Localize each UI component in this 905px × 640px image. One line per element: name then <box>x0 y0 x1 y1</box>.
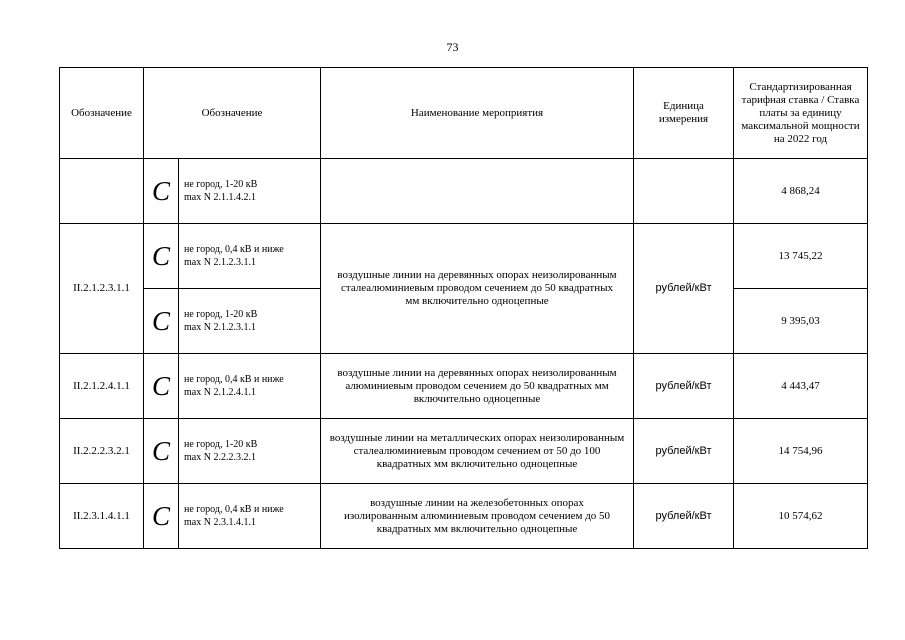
table-row <box>60 159 868 224</box>
row-rate: 10 574,62 <box>734 484 868 549</box>
condition-max-n: max N 2.2.2.3.2.1 <box>184 452 256 463</box>
symbol-c: C <box>144 484 179 549</box>
header-row <box>60 68 868 159</box>
symbol-c: C <box>144 354 179 419</box>
row-activity-name <box>321 159 634 224</box>
header-unit: Единица измерения <box>634 68 734 159</box>
row-unit: рублей/кВт <box>634 419 734 484</box>
symbol-c: C <box>144 419 179 484</box>
condition-max-n: max N 2.3.1.4.1.1 <box>184 517 256 528</box>
table-row <box>60 354 868 419</box>
row-condition <box>179 354 321 419</box>
table-row <box>60 419 868 484</box>
condition-max-n: max N 2.1.2.3.1.1 <box>184 322 256 333</box>
condition-max-n: max N 2.1.2.4.1.1 <box>184 387 256 398</box>
condition-voltage: не город, 1-20 кВ <box>184 439 258 450</box>
row-rate: 9 395,03 <box>734 289 868 354</box>
row-activity-name: воздушные линии на металлических опорах неизолированным сталеалюминиевым проводом сечением от 50 до 100 квадратных мм включительно одноцепные <box>321 419 634 484</box>
symbol-c: C <box>144 224 179 289</box>
condition-max-n: max N 2.1.2.3.1.1 <box>184 257 256 268</box>
condition-voltage: не город, 0,4 кВ и ниже <box>184 504 284 515</box>
row-condition <box>179 289 321 354</box>
row-activity-name: воздушные линии на деревянных опорах неизолированным алюминиевым проводом сечением до 50 квадратных мм включительно одноцепные <box>321 354 634 419</box>
row-activity-name: воздушные линии на железобетонных опорах изолированным алюминиевым проводом сечением до 50 квадратных мм включительно одноцепные <box>321 484 634 549</box>
row-unit: рублей/кВт <box>634 224 734 354</box>
row-unit: рублей/кВт <box>634 354 734 419</box>
row-code <box>60 159 144 224</box>
row-code: II.2.2.2.3.2.1 <box>60 419 144 484</box>
row-unit <box>634 159 734 224</box>
page-number: 73 <box>446 40 459 54</box>
header-code: Обозначение <box>60 68 144 159</box>
condition-voltage: не город, 1-20 кВ <box>184 309 258 320</box>
row-condition <box>179 419 321 484</box>
row-rate: 14 754,96 <box>734 419 868 484</box>
condition-voltage: не город, 1-20 кВ <box>184 179 258 190</box>
row-rate: 4 443,47 <box>734 354 868 419</box>
row-condition <box>179 159 321 224</box>
table-row <box>60 224 868 289</box>
condition-max-n: max N 2.1.1.4.2.1 <box>184 192 256 203</box>
row-activity-name: воздушные линии на деревянных опорах неизолированным сталеалюминиевым проводом сечением до 50 квадратных мм включительно одноцепные <box>321 224 634 354</box>
header-designation: Обозначение <box>144 68 321 159</box>
row-rate: 13 745,22 <box>734 224 868 289</box>
row-rate: 4 868,24 <box>734 159 868 224</box>
row-code: II.2.1.2.4.1.1 <box>60 354 144 419</box>
tariff-table <box>59 67 868 549</box>
condition-voltage: не город, 0,4 кВ и ниже <box>184 374 284 385</box>
row-code: II.2.1.2.3.1.1 <box>60 224 144 354</box>
condition-voltage: не город, 0,4 кВ и ниже <box>184 244 284 255</box>
row-code: II.2.3.1.4.1.1 <box>60 484 144 549</box>
header-activity-name: Наименование мероприятия <box>321 68 634 159</box>
row-unit: рублей/кВт <box>634 484 734 549</box>
symbol-c: C <box>144 289 179 354</box>
table-row <box>60 484 868 549</box>
row-condition <box>179 224 321 289</box>
header-rate: Стандартизированная тарифная ставка / Ставка платы за единицу максимальной мощности на 2022 год <box>734 68 868 159</box>
row-condition <box>179 484 321 549</box>
symbol-c: C <box>144 159 179 224</box>
